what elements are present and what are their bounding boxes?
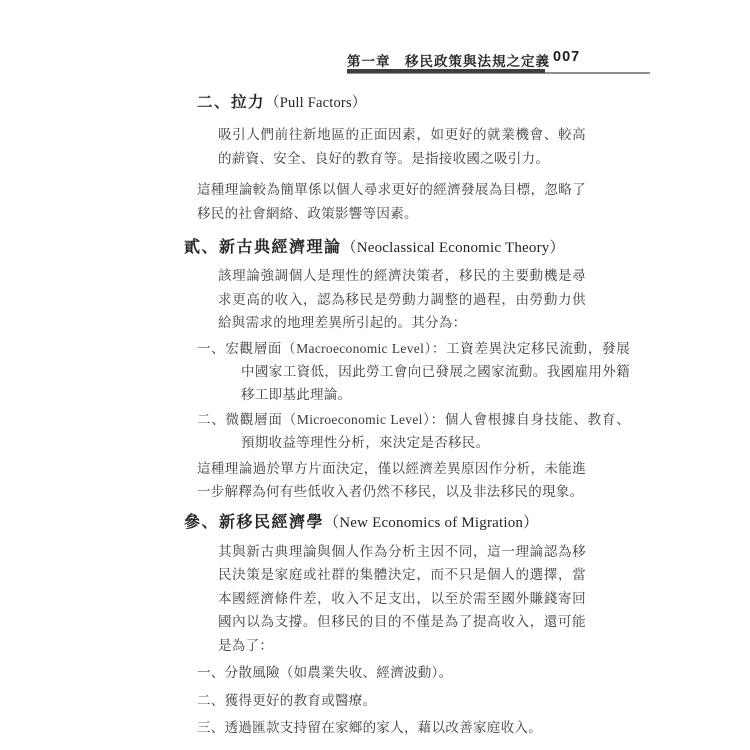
- list-item-better-education: 二、獲得更好的教育或醫療。: [197, 692, 377, 708]
- list-item-remittances: 三、透過匯款支持留在家鄉的家人，藉以改善家庭收入。: [197, 720, 542, 735]
- heading-zh: 參、新移民經濟學: [184, 513, 325, 531]
- paragraph-neoclassical-intro: 該理論強調個人是理性的經濟決策者，移民的主要動機是尋求更高的收入，認為移民是勞動力調整的過程，由勞動力供給與需求的地理差異所引起的。其分為：: [218, 268, 586, 330]
- header-page-number: 007: [553, 49, 581, 65]
- paragraph-neoclassical-critique: 這種理論過於單方片面決定，僅以經濟差異原因作分析，未能進一步解釋為何有些低收入者仍然不移民，以及非法移民的現象。: [197, 460, 586, 499]
- list-item-macro-level: 一、宏觀層面（Macroeconomic Level）：工資差異決定移民流動，發展中國家工資低，因此勞工會向已發展之國家流動。我國雇用外籍移工即基此理論。: [197, 340, 630, 402]
- paragraph-new-economics-intro: 其與新古典理論與個人作為分析主因不同，這一理論認為移民決策是家庭或社群的集體決定，而不只是個人的選擇，當本國經濟條件差，收入不足支出，以至於需至國外賺錢寄回國內以為支撐。但移民的目的不僅是為了提高收入，還可能是為了：: [218, 543, 586, 653]
- page-content: [184, 0, 630, 740]
- paragraph-pull-critique: 這種理論較為簡單係以個人尋求更好的經濟發展為目標，忽略了移民的社會網絡、政策影響等因素。: [197, 182, 586, 221]
- section-heading-neoclassical: [184, 237, 594, 259]
- paragraph-pull-description: 吸引人們前往新地區的正面因素，如更好的就業機會、較高的薪資、安全、良好的教育等。是指接收國之吸引力。: [218, 127, 586, 166]
- list-item-diversify-risk: 一、分散風險（如農業失收、經濟波動）。: [197, 665, 453, 680]
- heading-zh: 貳、新古典經濟理論: [184, 239, 342, 256]
- section-heading-pull-factors: [197, 93, 594, 113]
- list-item-micro-level: 二、微觀層面（Microeconomic Level）：個人會根據自身技能、教育、預期收益等理性分析，來決定是否移民。: [197, 411, 630, 450]
- heading-zh: 二、拉力: [197, 94, 266, 111]
- section-heading-new-economics: [184, 512, 594, 534]
- header-chapter-title: 第一章 移民政策與法規之定義: [347, 54, 550, 69]
- heading-en: （New Economics of Migration）: [324, 514, 539, 531]
- heading-en: （Neoclassical Economic Theory）: [341, 240, 565, 256]
- heading-en: （Pull Factors）: [265, 95, 367, 111]
